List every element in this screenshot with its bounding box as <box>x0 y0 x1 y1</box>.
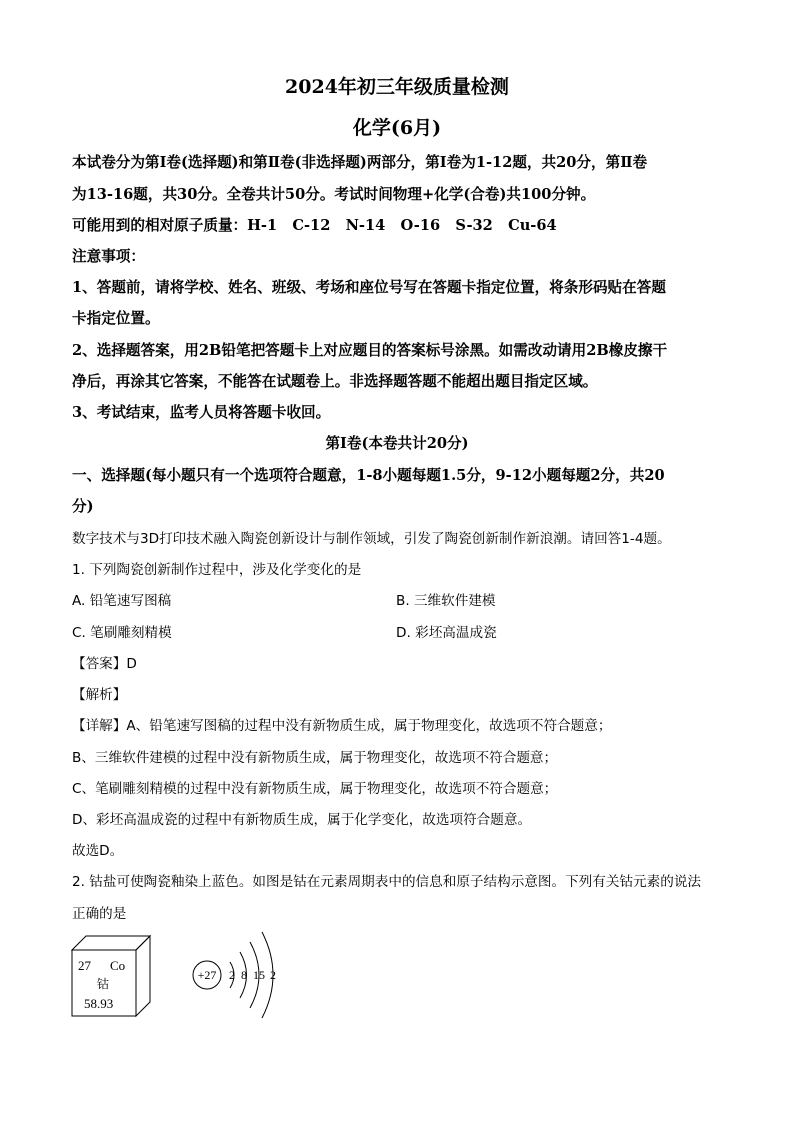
question-1-option-c: C. 笔刷雕刻精模 <box>72 625 172 641</box>
element-symbol: Co <box>110 958 126 973</box>
question-context: 数字技术与3D打印技术融入陶瓷创新设计与制作领域，引发了陶瓷创新制作新浪潮。请回答1-4题。 <box>72 531 671 547</box>
question-1-option-d: D. 彩坯高温成瓷 <box>396 625 497 641</box>
section-title: 第Ⅰ卷(本卷共计20分) <box>325 435 469 452</box>
intro-line-1: 本试卷分为第Ⅰ卷(选择题)和第Ⅱ卷(非选择题)两部分，第Ⅰ卷为1-12题，共20分，第Ⅱ卷 <box>72 154 648 171</box>
question-1-detail-3: C、笔刷雕刻精模的过程中没有新物质生成，属于物理变化，故选项不符合题意； <box>72 781 558 797</box>
question-1-answer: 【答案】D <box>72 656 137 672</box>
periodic-table-cell-cobalt <box>70 934 156 1018</box>
atomic-structure-diagram <box>186 926 286 1022</box>
element-atomic-mass: 58.93 <box>84 996 114 1011</box>
notice-item-2-line-2: 净后，再涂其它答案，不能答在试题卷上。非选择题答题不能超出题目指定区域。 <box>72 373 598 390</box>
question-1-detail-1: 【详解】A、铅笔速写图稿的过程中没有新物质生成，属于物理变化，故选项不符合题意； <box>72 718 612 734</box>
notice-item-2-line-1: 2、选择题答案，用2B铅笔把答题卡上对应题目的答案标号涂黑。如需改动请用2B橡皮擦干 <box>72 342 668 359</box>
question-2-stem-line-1: 2. 钴盐可使陶瓷釉染上蓝色。如图是钴在元素周期表中的信息和原子结构示意图。下列有关钴元素的说法 <box>72 874 702 890</box>
question-2-stem-line-2: 正确的是 <box>72 906 127 922</box>
notice-item-1-line-2: 卡指定位置。 <box>72 310 160 327</box>
part-heading-line-2: 分) <box>72 498 94 515</box>
electron-shell-2-count: 8 <box>241 968 247 982</box>
electron-shell-1-count: 2 <box>229 968 235 982</box>
question-1-option-b: B. 三维软件建模 <box>396 593 496 609</box>
electron-shell-3-count: 15 <box>253 968 265 982</box>
notice-item-3: 3、考试结束，监考人员将答题卡收回。 <box>72 404 331 421</box>
question-1-option-a: A. 铅笔速写图稿 <box>72 593 172 609</box>
electron-shell-4-count: 2 <box>270 968 276 982</box>
question-1-detail-4: D、彩坯高温成瓷的过程中有新物质生成，属于化学变化，故选项符合题意。 <box>72 812 532 828</box>
question-1-conclusion: 故选D。 <box>72 843 124 859</box>
element-atomic-number: 27 <box>78 958 91 973</box>
page-title: 2024年初三年级质量检测 <box>285 76 509 98</box>
question-1-stem: 1. 下列陶瓷创新制作过程中，涉及化学变化的是 <box>72 562 362 578</box>
question-1-analysis-label: 【解析】 <box>72 687 127 703</box>
notice-heading: 注意事项： <box>72 248 145 265</box>
intro-line-2: 为13-16题，共30分。全卷共计50分。考试时间物理+化学(合卷)共100分钟。 <box>72 186 596 203</box>
notice-item-1-line-1: 1、答题前，请将学校、姓名、班级、考场和座位号写在答题卡指定位置，将条形码贴在答题 <box>72 279 666 296</box>
subject-title: 化学(6月) <box>352 117 442 139</box>
element-name: 钴 <box>97 977 110 991</box>
part-heading-line-1: 一、选择题(每小题只有一个选项符合题意，1-8小题每题1.5分，9-12小题每题2分，共20 <box>72 467 665 484</box>
nucleus-charge: +27 <box>197 968 217 982</box>
question-1-detail-2: B、三维软件建模的过程中没有新物质生成，属于物理变化，故选项不符合题意； <box>72 750 558 766</box>
atomic-mass-line: 可能用到的相对原子质量：H-1 C-12 N-14 O-16 S-32 Cu-64 <box>72 217 557 234</box>
